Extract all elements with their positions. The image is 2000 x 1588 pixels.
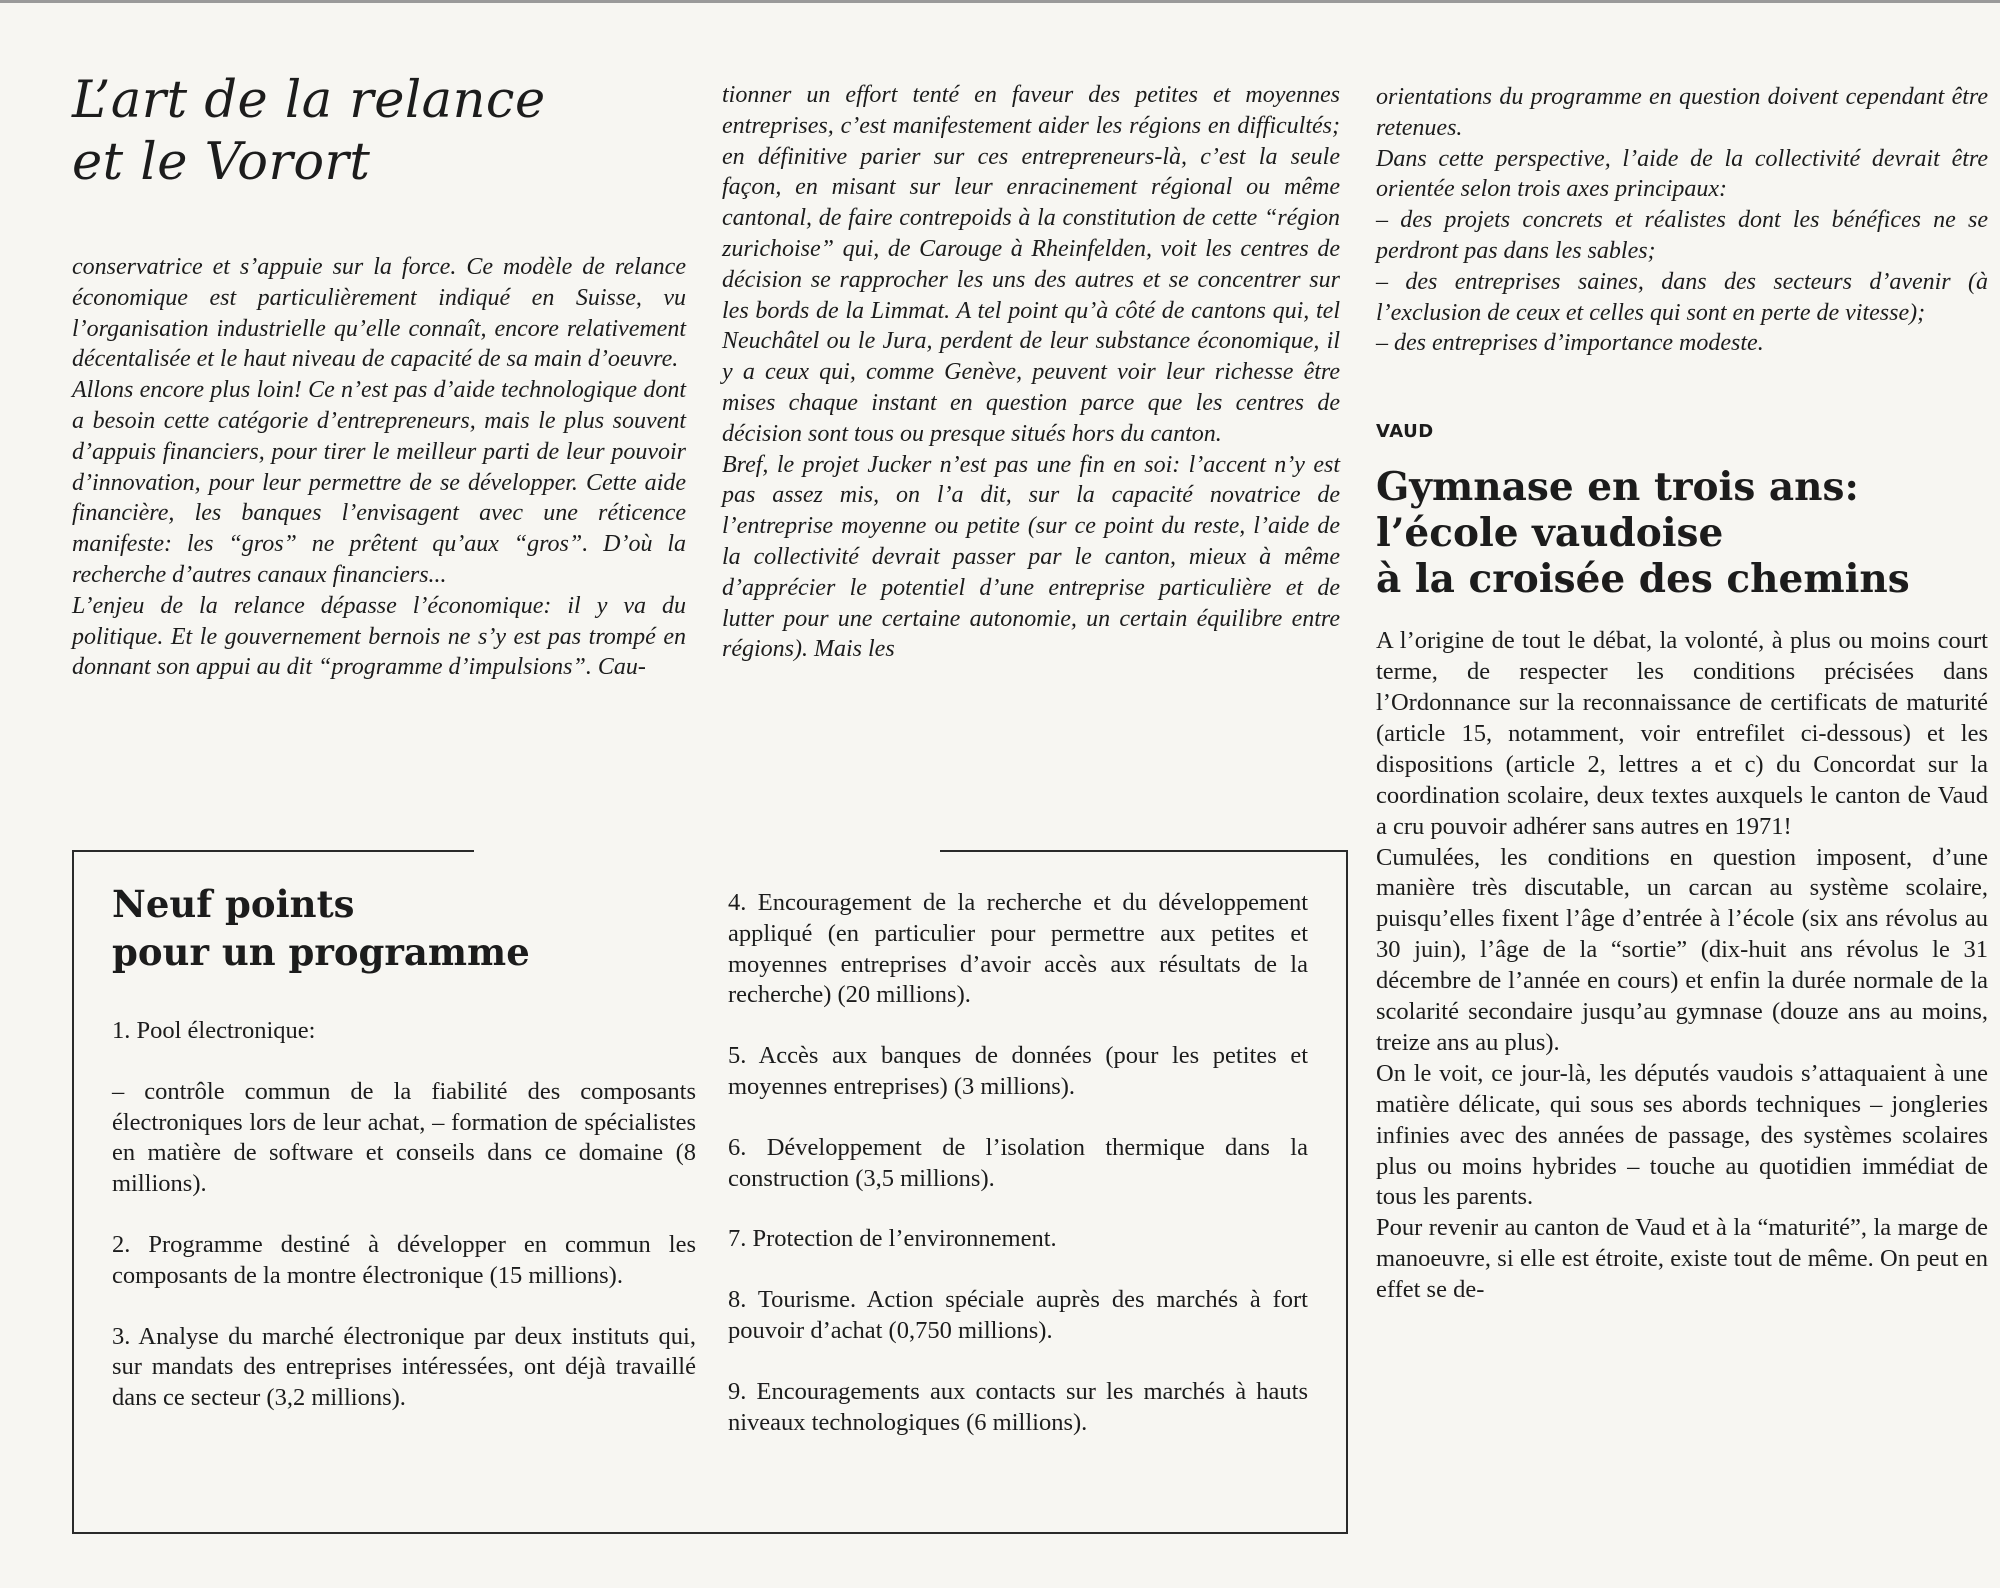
list-item: – des entreprises saines, dans des secteurs d’avenir (à l’exclusion de ceux et celles qui sont en perte de vitesse);: [1376, 268, 1988, 326]
title-line-2: pour un programme: [112, 930, 530, 974]
article-relance-col1: [72, 70, 686, 683]
list-item: – contrôle commun de la fiabilité des composants électroniques lors de leur achat, – formation de spécialistes en matière de software et conseils dans ce domaine (8 millions).: [112, 1077, 696, 1198]
paragraph: orientations du programme en question doivent cependant être retenues.: [1376, 84, 1988, 141]
title-line-2: l’école vaudoise: [1376, 510, 1724, 557]
article-gymnase-title: [1376, 464, 1988, 602]
article-relance-col2: [722, 80, 1340, 665]
paragraph: A l’origine de tout le débat, la volonté, à plus ou moins court terme, de respecter les conditions précisées dans l’Ordonnance sur la reconnaissance de certificats de maturité (article 15, notamment, voir entrefilet ci-dessous) et les dispositions (article 2, lettres a et c) du Concordat sur la coordination scolaire, deux textes auxquels le canton de Vaud a cru pouvoir adhérer sans autres en 1971!: [1376, 627, 1988, 840]
paragraph: Pour revenir au canton de Vaud et à la “maturité”, la marge de manoeuvre, si elle est étroite, existe tout de même. On peut en effet se de-: [1376, 1214, 1988, 1304]
list-item: 4. Encouragement de la recherche et du développement appliqué (en particulier pour permettre aux petites et moyennes entreprises d’avoir accès aux résultats de la recherche) (20 millions).: [728, 889, 1308, 1009]
title-line-1: L’art de la relance: [72, 71, 546, 130]
list-item: 2. Programme destiné à développer en commun les composants de la montre électronique (15 millions).: [112, 1230, 696, 1289]
list-item: 3. Analyse du marché électronique par deux instituts qui, sur mandats des entreprises intéressées, ont déjà travaillé dans ce secteur (3,2 millions).: [112, 1322, 696, 1412]
title-line-1: Neuf points: [112, 882, 355, 926]
article-relance-text-col3: [1376, 82, 1988, 359]
box-border-gap: [474, 846, 940, 854]
list-item: – des entreprises d’importance modeste.: [1376, 330, 1764, 357]
section-kicker: VAUD: [1376, 421, 1434, 443]
right-column: [1376, 82, 1988, 1306]
title-line-3: à la croisée des chemins: [1376, 556, 1910, 603]
list-item: 8. Tourisme. Action spéciale auprès des marchés à fort pouvoir d’achat (0,750 millions).: [728, 1286, 1308, 1344]
paragraph: L’enjeu de la relance dépasse l’économique: il y va du politique. Et le gouvernement bernois ne s’y est pas trompé en donnant son appui au dit “programme d’impulsions”. Cau-: [72, 592, 686, 681]
list-item: 7. Protection de l’environnement.: [728, 1225, 1057, 1253]
title-line-1: Gymnase en trois ans:: [1376, 464, 1859, 511]
article-relance-title: [72, 70, 686, 194]
title-line-2: et le Vorort: [72, 133, 371, 192]
paragraph: Allons encore plus loin! Ce n’est pas d’aide technologique dont a besoin cette catégorie d’entrepreneurs, mais le plus souvent d’appuis financiers, pour tirer le meilleur parti de leur pouvoir d’innovation, pour leur permettre de se développer. Cette aide financière, les banques l’envisagent avec une réticence manifeste: les “gros” ne prêtent qu’aux “gros”. D’où la recherche d’autres canaux financiers...: [72, 377, 686, 588]
article-gymnase-text: [1376, 626, 1988, 1306]
top-rule: [0, 0, 2000, 3]
nine-points-left-column: [112, 880, 696, 1444]
paragraph: Dans cette perspective, l’aide de la collectivité devrait être orientée selon trois axes principaux:: [1376, 145, 1988, 203]
paragraph: Cumulées, les conditions en question imposent, d’une manière très discutable, un carcan au système scolaire, puisqu’elles fixent l’âge d’entrée à l’école (six ans révolus au 30 juin), l’âge de la “sortie” (dix-huit ans révolus le 31 décembre de l’année en cours) et enfin la durée normale de la scolarité secondaire jusqu’au gymnase (douze ans au moins, treize ans au plus).: [1376, 843, 1988, 1056]
nine-points-right-column: [728, 888, 1308, 1468]
box-title: [112, 880, 696, 976]
list-item: 6. Développement de l’isolation thermique dans la construction (3,5 millions).: [728, 1133, 1308, 1192]
article-relance-text-col1: [72, 252, 686, 683]
list-item: 1. Pool électronique:: [112, 1017, 316, 1044]
paragraph: Bref, le projet Jucker n’est pas une fin en soi: l’accent n’y est pas assez mis, on l’a dit, sur la capacité novatrice de l’entreprise moyenne ou petite (sur ce point du reste, l’aide de la collectivité devrait passer par le canton, mieux à même d’apprécier le potentiel d’une entreprise particulière et de lutter pour une certaine autonomie, un certain équilibre entre régions). Mais les: [722, 451, 1340, 663]
paragraph: conservatrice et s’appuie sur la force. Ce modèle de relance économique est particulièrement indiqué en Suisse, vu l’organisation industrielle qu’elle connaît, encore relativement décentalisée et le haut niveau de capacité de sa main d’oeuvre.: [72, 254, 686, 373]
list-item: 5. Accès aux banques de données (pour les petites et moyennes entreprises) (3 millions).: [728, 1042, 1308, 1100]
list-item: – des projets concrets et réalistes dont les bénéfices ne se perdront pas dans les sables;: [1376, 207, 1988, 264]
paragraph: On le voit, ce jour-là, les députés vaudois s’attaquaient à une matière délicate, qui sous ses abords techniques – jongleries infinies avec des années de passage, des systèmes scolaires plus ou moins hybrides – touche au quotidien immédiat de tous les parents.: [1376, 1059, 1988, 1211]
article-relance-text-col2: [722, 80, 1340, 665]
list-item: 9. Encouragements aux contacts sur les marchés à hauts niveaux technologiques (6 millions).: [728, 1377, 1308, 1436]
paragraph: tionner un effort tenté en faveur des petites et moyennes entreprises, c’est manifestement aider les régions en difficultés; en définitive parier sur ces entrepreneurs-là, c’est la seule façon, en misant sur leur enracinement régional ou même cantonal, de faire contrepoids à la constitution de cette “région zurichoise” qui, de Carouge à Rheinfelden, voit les centres de décision se rapprocher les uns des autres et se concentrer sur les bords de la Limmat. A tel point qu’à côté de cantons qui, tel Neuchâtel ou le Jura, perdent de leur substance économique, il y a ceux qui, comme Genève, peuvent voir leur richesse être mises chaque instant en question parce que les centres de décision sont tous ou presque situés hors du canton.: [722, 82, 1340, 447]
